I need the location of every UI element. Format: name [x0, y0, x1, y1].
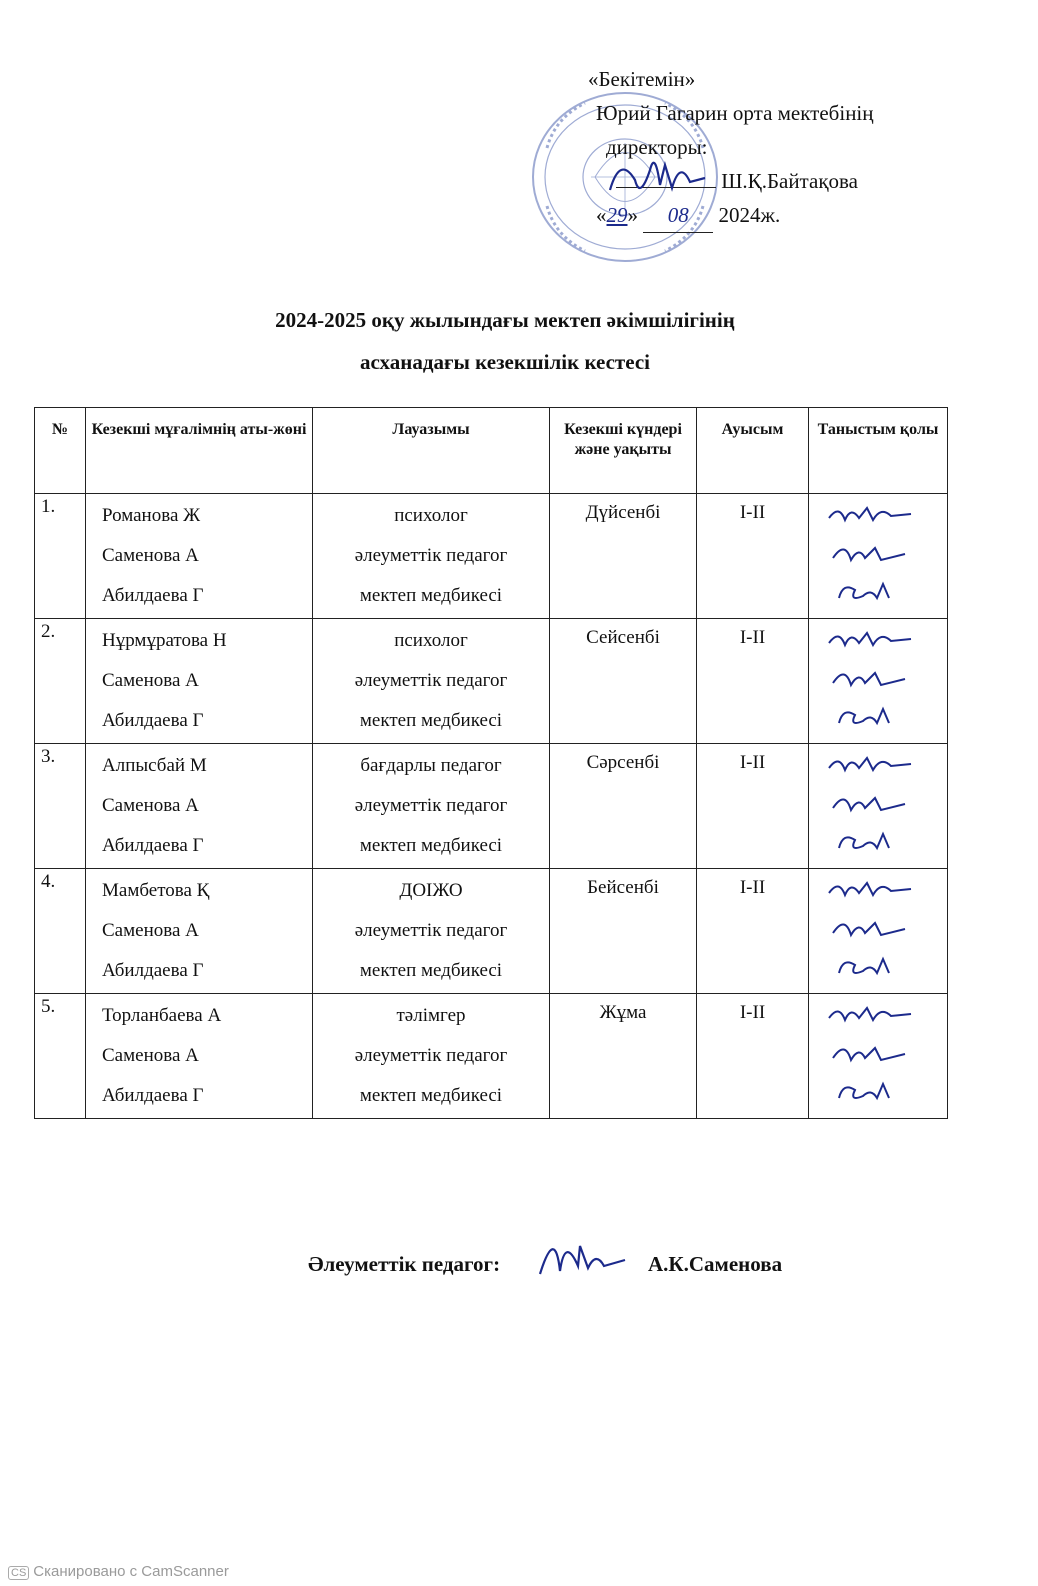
signatures: [809, 869, 948, 994]
teacher-name: Алпысбай М: [102, 755, 207, 776]
position: бағдарлы педагог: [360, 755, 502, 776]
teacher-name: Абилдаева Г: [102, 710, 204, 731]
handwritten-signatures: [815, 496, 943, 612]
signature-stroke: [833, 798, 905, 810]
table-row: [35, 994, 948, 1119]
duty-teacher-names: [86, 994, 313, 1119]
row-number: 2.: [35, 619, 86, 744]
signature-stroke: [839, 709, 889, 723]
teacher-name: Саменова А: [102, 920, 199, 941]
duty-teacher-names: [86, 619, 313, 744]
signature-stroke: [833, 923, 905, 935]
position: ДОІЖО: [399, 880, 463, 901]
position: мектеп медбикесі: [359, 835, 503, 856]
teacher-name: Романова Ж: [102, 505, 201, 526]
approval-date: «29» 08 2024ж.: [596, 198, 780, 233]
teacher-name: Саменова А: [102, 545, 199, 566]
table-row: [35, 494, 948, 619]
signature-stroke: [833, 1048, 905, 1060]
shift: І-ІІ: [697, 494, 809, 619]
approve-label: «Бекітемін»: [588, 67, 696, 91]
teacher-name: Абилдаева Г: [102, 960, 204, 981]
signature-stroke: [839, 584, 889, 598]
signature-stroke: [829, 1008, 911, 1020]
duty-teacher-names: [86, 494, 313, 619]
handwritten-signatures: [815, 621, 943, 737]
header-signature: Таныстым қолы: [809, 408, 948, 494]
positions: [313, 869, 550, 994]
position: мектеп медбикесі: [359, 960, 503, 981]
position: психолог: [394, 505, 468, 526]
signature-stroke: [839, 1084, 889, 1098]
duty-day: Дүйсенбі: [550, 494, 697, 619]
duty-teacher-names: [86, 869, 313, 994]
shift: І-ІІ: [697, 869, 809, 994]
position: мектеп медбикесі: [359, 585, 503, 606]
duty-schedule-table: [34, 407, 948, 1119]
signatures: [809, 994, 948, 1119]
camscanner-watermark: [8, 1563, 229, 1580]
teacher-name: Торланбаева А: [102, 1005, 222, 1026]
signature-stroke: [833, 548, 905, 560]
signature-stroke: [829, 508, 911, 520]
table-row: [35, 744, 948, 869]
shift: І-ІІ: [697, 744, 809, 869]
document-title-line1: 2024-2025 оқу жылындағы мектеп әкімшілігінің: [275, 308, 735, 332]
teacher-name: Нұрмұратова Н: [102, 630, 227, 651]
position: психолог: [394, 630, 468, 651]
duty-day: Сейсенбі: [550, 619, 697, 744]
table-row: [35, 619, 948, 744]
director-label: директоры:: [606, 135, 708, 159]
signatures: [809, 744, 948, 869]
signature-stroke: [829, 633, 911, 645]
footer-role: Әлеуметтік педагог:: [308, 1252, 501, 1276]
shift: І-ІІ: [697, 994, 809, 1119]
handwritten-signatures: [815, 871, 943, 987]
position: мектеп медбикесі: [359, 1085, 503, 1106]
row-number: 3.: [35, 744, 86, 869]
row-number: 4.: [35, 869, 86, 994]
camscanner-logo-icon: CS: [8, 1566, 29, 1580]
teacher-name: Абилдаева Г: [102, 585, 204, 606]
teacher-name: Саменова А: [102, 670, 199, 691]
duty-day: Сәрсенбі: [550, 744, 697, 869]
date-month: 08: [643, 198, 713, 233]
position: мектеп медбикесі: [359, 710, 503, 731]
director-name: Ш.Қ.Байтақова: [721, 169, 858, 193]
position: әлеуметтік педагог: [354, 795, 508, 816]
director-signature: [600, 150, 710, 210]
table-header-row: [35, 408, 948, 494]
teacher-name: Саменова А: [102, 1045, 199, 1066]
teacher-name: Мамбетова Қ: [102, 880, 210, 901]
teacher-name: Абилдаева Г: [102, 835, 204, 856]
position: әлеуметтік педагог: [354, 545, 508, 566]
position: әлеуметтік педагог: [354, 1045, 508, 1066]
signature-stroke: [839, 834, 889, 848]
positions: [313, 494, 550, 619]
signature-stroke: [833, 673, 905, 685]
teacher-name: Саменова А: [102, 795, 199, 816]
table-row: [35, 869, 948, 994]
header-num: №: [35, 408, 86, 494]
position: әлеуметтік педагог: [354, 920, 508, 941]
footer-name: А.К.Саменова: [648, 1252, 783, 1276]
date-day: 29: [606, 203, 628, 227]
row-number: 5.: [35, 994, 86, 1119]
date-year: 2024ж.: [718, 203, 781, 227]
duty-day: Жұма: [550, 994, 697, 1119]
signatures: [809, 619, 948, 744]
handwritten-signatures: [815, 996, 943, 1112]
school-line: Юрий Гагарин орта мектебінің: [596, 101, 874, 125]
header-name: Кезекші мұғалімнің аты-жөні: [86, 408, 313, 494]
document-title-line2: асханадағы кезекшілік кестесі: [360, 350, 650, 374]
positions: [313, 619, 550, 744]
positions: [313, 744, 550, 869]
row-number: 1.: [35, 494, 86, 619]
camscanner-text: Сканировано с CamScanner: [33, 1563, 229, 1580]
signature-stroke: [839, 959, 889, 973]
header-shift: Ауысым: [697, 408, 809, 494]
teacher-name: Абилдаева Г: [102, 1085, 204, 1106]
header-days: Кезекші күндері және уақыты: [550, 408, 697, 494]
signature-stroke: [829, 758, 911, 770]
signatures: [809, 494, 948, 619]
signature-stroke: [829, 883, 911, 895]
positions: [313, 994, 550, 1119]
shift: І-ІІ: [697, 619, 809, 744]
position: әлеуметтік педагог: [354, 670, 508, 691]
header-position: Лауазымы: [313, 408, 550, 494]
footer-signature: [530, 1226, 630, 1286]
position: тәлімгер: [396, 1005, 466, 1026]
handwritten-signatures: [815, 746, 943, 862]
duty-teacher-names: [86, 744, 313, 869]
duty-day: Бейсенбі: [550, 869, 697, 994]
